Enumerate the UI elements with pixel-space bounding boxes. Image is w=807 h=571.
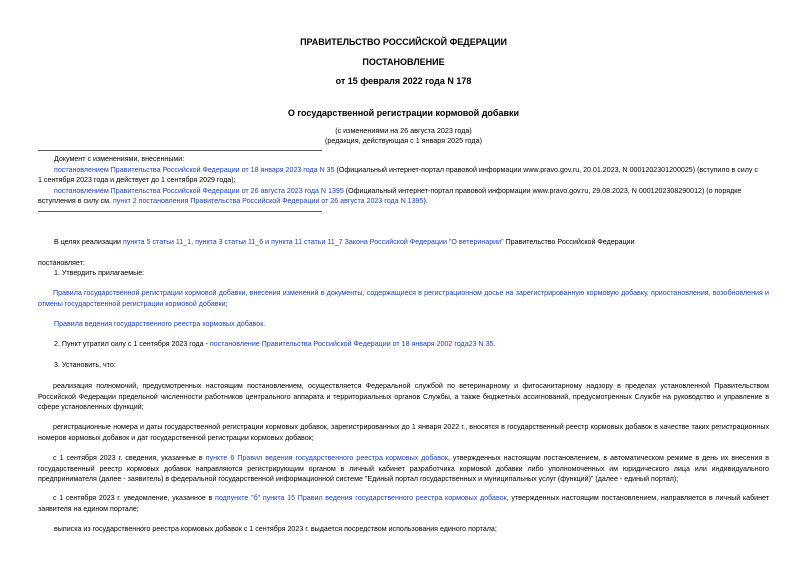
change-2-text-c: ). bbox=[423, 197, 428, 205]
intro-text-a: В целях реализации bbox=[54, 238, 123, 246]
intro-text-b: Правительство Российской Федерации bbox=[503, 238, 635, 246]
change-item-2 bbox=[54, 186, 741, 197]
document-title: О государственной регистрации кормовой добавки bbox=[287, 108, 520, 118]
change-2-text: (Официальный интернет-портал правовой информации www.pravo.gov.ru, 29.08.2023, N 0001202308290012) (о порядке bbox=[343, 187, 742, 195]
rules-registration-link[interactable] bbox=[38, 288, 769, 309]
item-2-link[interactable]: постановление Правительства Российской Федерации от 18 января 2002 года23 N 35 bbox=[209, 340, 494, 348]
paragraph-authority: реализация полномочий, предусмотренных настоящим постановлением, осуществляется Федеральной службой по ветеринарному и фитосанитарному надзору в пределах установленной Правительством Российской Федерации предельной численности работников центрального аппарата и территориальных органов Службы, а также бюджетных ассигнований, предусмотренных Службе на руководство и управление в сфере установленных функций; bbox=[38, 382, 769, 411]
decree-word: постановляет: bbox=[38, 259, 85, 267]
rules-registration-text[interactable]: Правила государственной регистрации кормовой добавки, внесения изменений в документы, содержащиеся в регистрационном досье на зарегистрированную кормовую добавку, приостановления, возобновления и отмены государственной регистрации кормовой добавки; bbox=[38, 289, 769, 308]
amended-note: (с изменениями на 26 августа 2023 года) bbox=[335, 126, 472, 135]
paragraph-information-transfer bbox=[38, 453, 769, 485]
rules-registry-link[interactable] bbox=[54, 319, 265, 330]
paragraph-extract: выписка из государственного реестра кормовых добавок с 1 сентября 2023 г. выдается посредством использования единого портала; bbox=[54, 525, 497, 533]
bottom-divider bbox=[38, 211, 322, 212]
change-2-point-link[interactable]: пункт 2 постановления Правительства Российской Федерации от 26 августа 2023 года N 1395 bbox=[113, 197, 424, 205]
change-item-1 bbox=[54, 165, 758, 176]
item-2-text-a: 2. Пункт утратил силу с 1 сентября 2023 года - bbox=[54, 340, 210, 348]
government-heading: ПРАВИТЕЛЬСТВО РОССИЙСКОЙ ФЕДЕРАЦИИ bbox=[300, 37, 507, 47]
change-1-text: (Официальный интернет-портал правовой информации www.pravo.gov.ru, 20.01.2023, N 0001202301200025) (вступило в силу с bbox=[334, 166, 758, 174]
para-4-link[interactable]: подпункте "б" пункта 15 Правил ведения государственного реестра кормовых добавок bbox=[215, 494, 507, 502]
change-2-link[interactable]: постановлением Правительства Российской Федерации от 26 августа 2023 года N 1395 bbox=[54, 187, 344, 195]
item-3: 3. Установить, что: bbox=[54, 361, 116, 369]
para-4-text-b: , утвержденных настоящим постановлением, направляется в личный кабинет заявителя на едином портале; bbox=[38, 494, 769, 513]
change-item-2-cont bbox=[38, 196, 428, 207]
change-item-1-cont: 1 сентября 2023 года и действует до 1 сентября 2029 года); bbox=[38, 176, 236, 184]
intro-paragraph bbox=[54, 237, 635, 248]
paragraph-registration-numbers: регистрационные номера и даты государственной регистрации кормовых добавок, зарегистрированных до 1 января 2022 г., вносятся в государственный реестр кормовых добавок в качестве таких регистрационных номеров кормовых добавок и дат государственной регистрации кормовых добавок; bbox=[38, 423, 769, 442]
document-type: ПОСТАНОВЛЕНИЕ bbox=[362, 57, 445, 67]
change-2-text-b: вступления в силу см. bbox=[38, 197, 114, 205]
top-divider bbox=[38, 150, 322, 151]
para-3-text-b: , утвержденных настоящим постановлением, в автоматическом режиме в день их внесения в государственный реестр кормовых добавок направляются регистрирующим органом в личный кабинет разработчика кормовой добавки либо уполномоченных им юридического лица или индивидуального предпринимателя (далее - заявитель) в федеральной государственной информационной системе "Единый портал государственных и муниципальных услуг (функций)" (далее - единый портал); bbox=[38, 454, 769, 483]
rules-registry-text[interactable]: Правила ведения государственного реестра кормовых добавок. bbox=[54, 320, 266, 328]
item-1: 1. Утвердить прилагаемые: bbox=[54, 269, 145, 277]
para-3-text-a: с 1 сентября 2023 г. сведения, указанные в bbox=[53, 454, 206, 462]
edition-note: (редакция, действующая с 1 января 2025 года) bbox=[325, 136, 482, 145]
para-4-text-a: с 1 сентября 2023 г. уведомление, указанное в bbox=[53, 494, 215, 502]
item-2-text-b: . bbox=[493, 340, 496, 348]
para-3-link[interactable]: пункте 6 Правил ведения государственного реестра кормовых добавок bbox=[205, 454, 448, 462]
paragraph-notification bbox=[38, 493, 769, 514]
change-1-link[interactable]: постановлением Правительства Российской Федерации от 18 января 2023 года N 35 bbox=[54, 166, 335, 174]
changes-intro: Документ с изменениями, внесенными: bbox=[54, 155, 185, 163]
date-number: от 15 февраля 2022 года N 178 bbox=[335, 76, 472, 86]
item-2 bbox=[54, 339, 495, 350]
law-link[interactable]: пункта 5 статьи 11_1, пункта 3 статьи 11_6 и пункта 11 статьи 11_7 Закона Российской Федерации "О ветеринарии" bbox=[123, 238, 504, 246]
